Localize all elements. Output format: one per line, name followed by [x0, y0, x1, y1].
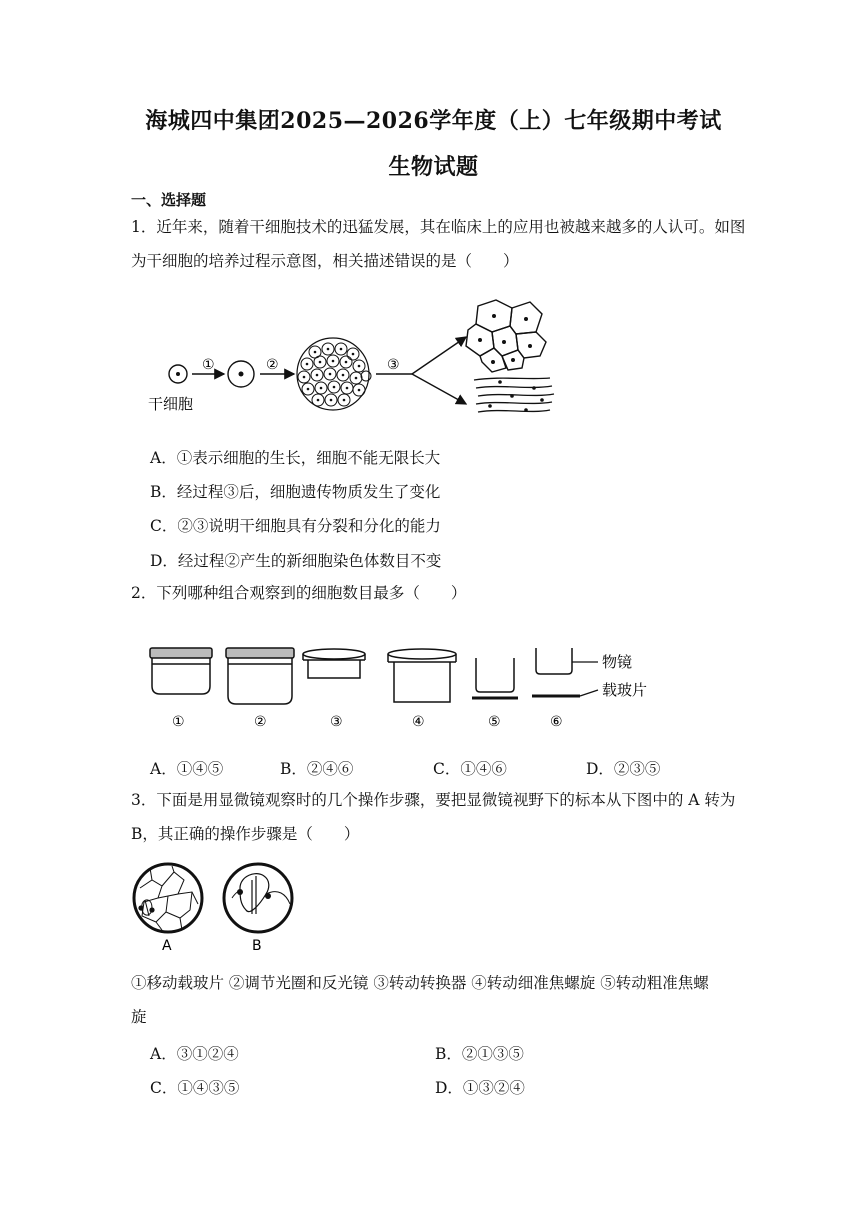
- q2-option-a[interactable]: A．①④⑤: [150, 760, 224, 778]
- q2-option-b[interactable]: B．②④⑥: [280, 760, 354, 778]
- lens2-number: ②: [254, 714, 267, 730]
- q3-option-a[interactable]: A．③①②④: [150, 1045, 239, 1063]
- q1-stem-line1: 1．近年来，随着干细胞技术的迅猛发展，其在临床上的应用也被越来越多的人认可。如图: [131, 218, 746, 236]
- q3-steps-line2: 旋: [131, 1008, 147, 1026]
- field-a-label: A: [162, 938, 172, 954]
- eyepiece-2-icon: [226, 648, 294, 704]
- lens3-number: ③: [330, 714, 343, 730]
- page-title: 海城四中集团2025—2026学年度（上）七年级期中考试: [145, 108, 722, 134]
- objective-3-icon: [303, 649, 365, 678]
- lens6-number: ⑥: [550, 714, 563, 730]
- q1-option-d[interactable]: D．经过程②产生的新细胞染色体数目不变: [150, 552, 442, 570]
- lens5-number: ⑤: [488, 714, 501, 730]
- lens4-number: ④: [412, 714, 425, 730]
- objective-slide-5-icon: [472, 658, 518, 698]
- stem-cell-culture-figure: [140, 292, 570, 428]
- microscope-lens-figure: [140, 634, 670, 734]
- q1-stem-line2: 为干细胞的培养过程示意图，相关描述错误的是（ ）: [131, 252, 519, 270]
- step3-label: ③: [387, 357, 400, 373]
- lens1-number: ①: [172, 714, 185, 730]
- field-b-icon: [224, 864, 292, 932]
- field-b-label: B: [252, 938, 262, 954]
- section-heading: 一、选择题: [131, 191, 207, 209]
- q3-option-b[interactable]: B．②①③⑤: [435, 1045, 524, 1063]
- q1-option-b[interactable]: B．经过程③后，细胞遗传物质发生了变化: [150, 483, 441, 501]
- stem-cell-label: 干细胞: [148, 395, 194, 413]
- page-subtitle: 生物试题: [388, 154, 479, 180]
- q2-option-c[interactable]: C．①④⑥: [433, 760, 507, 778]
- objective-slide-6-icon: [532, 648, 598, 696]
- stem-cell-icon: [169, 365, 187, 383]
- q3-option-c[interactable]: C．①④③⑤: [150, 1079, 240, 1097]
- grown-cell-icon: [228, 361, 254, 387]
- q3-stem-line1: 3．下面是用显微镜观察时的几个操作步骤，要把显微镜视野下的标本从下图中的 A 转为: [131, 791, 736, 809]
- cell-cluster-icon: [297, 338, 371, 410]
- muscle-tissue-icon: [474, 378, 554, 412]
- q3-steps-line1: ①移动载玻片 ②调节光圈和反光镜 ③转动转换器 ④转动细准焦螺旋 ⑤转动粗准焦螺: [131, 974, 709, 992]
- objective-label: 物镜: [602, 653, 633, 671]
- q2-option-d[interactable]: D．②③⑤: [586, 760, 661, 778]
- microscope-field-figure: [128, 858, 308, 958]
- q3-option-d[interactable]: D．①③②④: [435, 1079, 525, 1097]
- objective-4-icon: [388, 649, 456, 702]
- step2-label: ②: [266, 357, 279, 373]
- epithelial-tissue-icon: [466, 300, 546, 372]
- field-a-icon: [134, 864, 202, 932]
- step1-label: ①: [202, 357, 215, 373]
- q2-stem: 2．下列哪种组合观察到的细胞数目最多（ ）: [131, 584, 467, 602]
- eyepiece-1-icon: [150, 648, 212, 694]
- q1-option-a[interactable]: A．①表示细胞的生长，细胞不能无限长大: [150, 449, 441, 467]
- q3-stem-line2: B，其正确的操作步骤是（ ）: [131, 825, 360, 843]
- q1-option-c[interactable]: C．②③说明干细胞具有分裂和分化的能力: [150, 517, 441, 535]
- slide-label: 载玻片: [602, 681, 648, 699]
